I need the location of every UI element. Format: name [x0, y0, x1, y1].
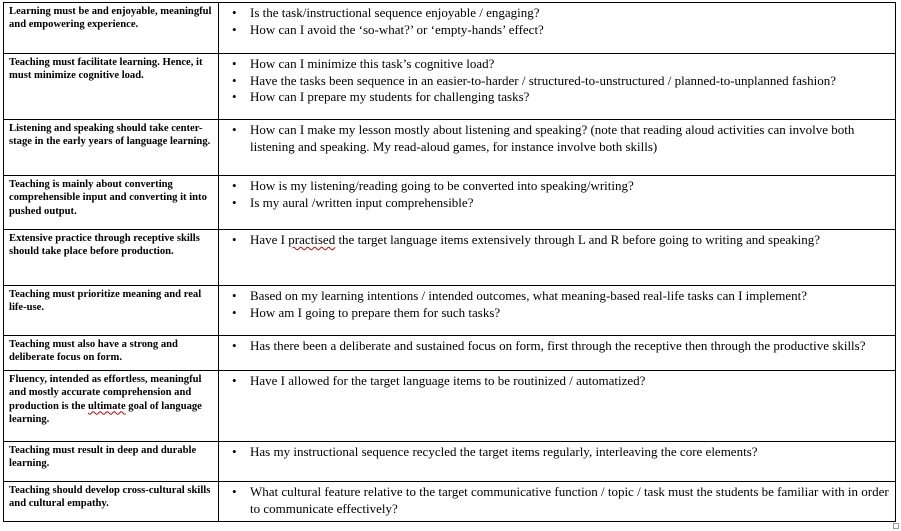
- question-item: • Has there been a deliberate and sustained focus on form, first through the receptive then through the productive skills?: [223, 338, 891, 355]
- questions-cell: [219, 230, 896, 286]
- question-item: • How can I prepare my students for challenging tasks?: [223, 89, 891, 106]
- table-row: [4, 230, 896, 286]
- table-row: [4, 286, 896, 336]
- question-item: • Based on my learning intentions / intended outcomes, what meaning-based real-life tasks can I implement?: [223, 288, 891, 305]
- question-item: • Have I allowed for the target language items to be routinized / automatized?: [223, 373, 891, 390]
- question-item: • How is my listening/reading going to be converted into speaking/writing?: [223, 178, 891, 195]
- principle-cell: Extensive practice through receptive skills should take place before production.: [4, 230, 219, 286]
- principle-cell: Teaching should develop cross-cultural skills and cultural empathy.: [4, 482, 219, 522]
- principle-cell: Teaching must result in deep and durable learning.: [4, 442, 219, 482]
- question-item: • Is the task/instructional sequence enjoyable / engaging?: [223, 5, 891, 22]
- table-row: [4, 176, 896, 230]
- questions-cell: [219, 442, 896, 482]
- table-row: [4, 371, 896, 442]
- question-item: • Is my aural /written input comprehensible?: [223, 195, 891, 212]
- principle-cell: Teaching is mainly about converting comprehensible input and converting it into pushed output.: [4, 176, 219, 230]
- questions-cell: [219, 3, 896, 54]
- table-row: [4, 3, 896, 54]
- principle-text-end: goal of language learning.: [9, 400, 202, 425]
- question-item: • How can I make my lesson mostly about listening and speaking? (note that reading aloud activities can involve both listening and speaking. My read-aloud games, for instance involve both skills): [223, 122, 891, 155]
- questions-cell: [219, 336, 896, 371]
- table-row: [4, 120, 896, 176]
- principle-cell: Listening and speaking should take center-stage in the early years of language learning.: [4, 120, 219, 176]
- table-row: [4, 336, 896, 371]
- principle-cell: Teaching must also have a strong and deliberate focus on form.: [4, 336, 219, 371]
- question-text-end: the target language items extensively through L and R before going to writing and speaking?: [335, 232, 821, 247]
- question-item: • How am I going to prepare them for such tasks?: [223, 305, 891, 322]
- principle-cell: Teaching must prioritize meaning and real life-use.: [4, 286, 219, 336]
- question-text-start: Have I: [250, 232, 289, 247]
- resize-handle: [893, 523, 899, 529]
- table-row: [4, 54, 896, 120]
- question-item: • How can I avoid the ‘so-what?’ or ‘empty-hands’ effect?: [223, 22, 891, 39]
- question-item: • Have the tasks been sequence in an easier-to-harder / structured-to-unstructured / planned-to-unplanned fashion?: [223, 73, 891, 90]
- questions-cell: [219, 176, 896, 230]
- spelling-flagged-word: practised: [288, 232, 336, 247]
- spelling-flagged-word: ultimate: [87, 400, 126, 412]
- principle-cell: Learning must be and enjoyable, meaningful and empowering experience.: [4, 3, 219, 54]
- questions-cell: [219, 120, 896, 176]
- questions-cell: [219, 371, 896, 442]
- question-item: [223, 232, 891, 249]
- questions-cell: [219, 286, 896, 336]
- principle-cell: Teaching must facilitate learning. Hence, it must minimize cognitive load.: [4, 54, 219, 120]
- questions-cell: [219, 482, 896, 522]
- table-row: [4, 482, 896, 522]
- principle-text-start: Fluency, intended as effortless, meaningful and mostly accurate comprehension and production is the: [9, 374, 202, 412]
- question-item: • How can I minimize this task’s cognitive load?: [223, 56, 891, 73]
- question-item: • Has my instructional sequence recycled the target items regularly, interleaving the core elements?: [223, 444, 891, 461]
- principles-table: [3, 2, 896, 522]
- principle-cell: [4, 371, 219, 442]
- question-item: • What cultural feature relative to the target communicative function / topic / task must the students be familiar with in order to communicate effectively?: [223, 484, 891, 517]
- table-row: [4, 442, 896, 482]
- questions-cell: [219, 54, 896, 120]
